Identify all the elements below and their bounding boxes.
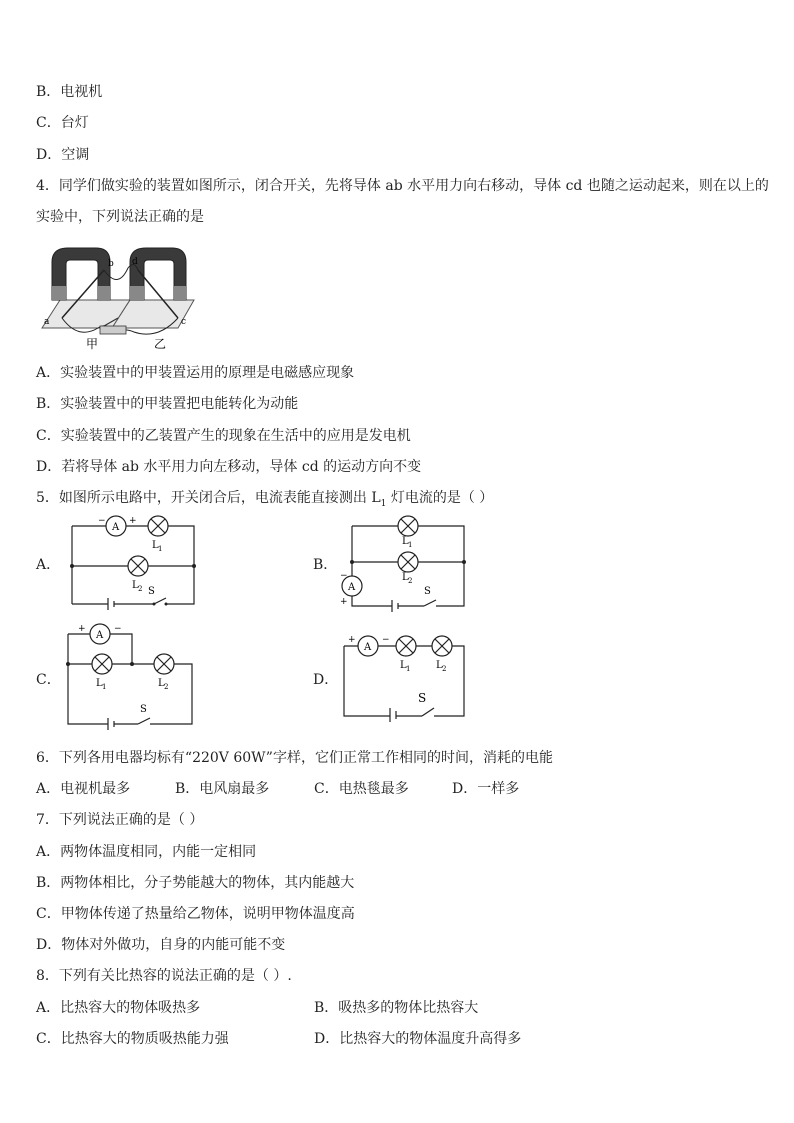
svg-text:+: + [348, 635, 356, 645]
svg-text:L: L [402, 536, 409, 547]
svg-text:+: + [78, 624, 86, 634]
svg-text:A: A [96, 630, 104, 641]
q5-option-a-label: A． [36, 557, 61, 573]
svg-text:S: S [140, 704, 147, 715]
svg-text:A: A [348, 582, 356, 593]
svg-text:2: 2 [138, 585, 143, 593]
svg-text:+: + [129, 516, 137, 526]
svg-text:L: L [158, 678, 165, 689]
q4-option-c: C．实验装置中的乙装置产生的现象在生活中的应用是发电机 [36, 428, 411, 444]
svg-text:−: − [114, 624, 122, 634]
label-yi: 乙 [154, 337, 167, 350]
q7-option-b: B．两物体相比，分子势能越大的物体，其内能越大 [36, 875, 355, 891]
svg-text:1: 1 [102, 683, 107, 691]
svg-text:L: L [96, 678, 103, 689]
q8-option-d: D．比热容大的物体温度升高得多 [314, 1031, 522, 1047]
q8-option-b: B．吸热多的物体比热容大 [314, 1000, 479, 1016]
svg-text:L: L [152, 540, 159, 551]
svg-text:A: A [364, 642, 372, 653]
label-c: c [181, 317, 187, 327]
q7-option-c: C．甲物体传递了热量给乙物体，说明甲物体温度高 [36, 906, 355, 922]
label-b: b [108, 259, 114, 269]
q4-option-a: A．实验装置中的甲装置运用的原理是电磁感应现象 [36, 365, 355, 381]
q3-option-b: B．电视机 [36, 84, 103, 100]
q6-option-a: A．电视机最多 [36, 781, 131, 797]
circuit-c [60, 620, 200, 730]
svg-text:S: S [418, 691, 427, 705]
svg-text:−: − [382, 635, 390, 645]
circuit-d [338, 630, 468, 722]
svg-text:+: + [340, 597, 348, 607]
svg-text:S: S [424, 586, 431, 597]
svg-text:1: 1 [408, 541, 413, 549]
q8-option-c: C．比热容大的物质吸热能力强 [36, 1031, 229, 1047]
svg-text:−: − [98, 516, 106, 526]
q8-option-a: A．比热容大的物体吸热多 [36, 1000, 201, 1016]
q5-option-d-label: D． [313, 672, 339, 688]
q6-option-c: C．电热毯最多 [314, 781, 409, 797]
q4-option-d: D．若将导体 ab 水平用力向左移动，导体 cd 的运动方向不变 [36, 459, 422, 475]
svg-text:L: L [436, 660, 443, 671]
svg-text:A: A [112, 522, 120, 533]
q7-stem: 7．下列说法正确的是（ ） [36, 812, 204, 828]
q4-stem-line2: 实验中，下列说法正确的是 [36, 209, 204, 225]
q8-stem: 8．下列有关比热容的说法正确的是（ ）. [36, 968, 292, 984]
q5-option-c-label: C． [36, 672, 61, 688]
svg-text:−: − [340, 571, 348, 581]
q6-option-d: D．一样多 [452, 781, 520, 797]
svg-text:1: 1 [158, 545, 163, 553]
circuit-a [62, 514, 202, 612]
svg-text:L: L [400, 660, 407, 671]
svg-text:2: 2 [408, 577, 413, 585]
svg-text:2: 2 [442, 665, 447, 673]
q4-stem-line1: 4．同学们做实验的装置如图所示，闭合开关，先将导体 ab 水平用力向右移动，导体 cd 也随之运动起来，则在以上的 [36, 178, 769, 194]
q4-experiment-figure [38, 240, 198, 350]
q6-option-b: B．电风扇最多 [175, 781, 270, 797]
svg-text:L: L [402, 572, 409, 583]
svg-text:2: 2 [164, 683, 169, 691]
label-d: d [132, 257, 138, 267]
svg-text:1: 1 [406, 665, 411, 673]
q5-option-b-label: B． [313, 557, 338, 573]
q5-stem: 5．如图所示电路中，开关闭合后，电流表能直接测出 $L_1$ 灯电流的是（ ） [36, 490, 494, 509]
label-a: a [44, 317, 50, 327]
q7-option-a: A．两物体温度相同，内能一定相同 [36, 844, 257, 860]
q4-option-b: B．实验装置中的甲装置把电能转化为动能 [36, 396, 299, 412]
svg-text:S: S [148, 586, 155, 597]
q7-option-d: D．物体对外做功，自身的内能可能不变 [36, 937, 286, 953]
svg-text:L: L [132, 580, 139, 591]
q6-stem: 6．下列各用电器均标有“220V 60W”字样，它们正常工作相同的时间，消耗的电能 [36, 750, 553, 766]
q3-option-c: C．台灯 [36, 115, 89, 131]
q3-option-d: D．空调 [36, 147, 90, 163]
label-jia: 甲 [86, 337, 99, 350]
circuit-b [336, 512, 476, 612]
